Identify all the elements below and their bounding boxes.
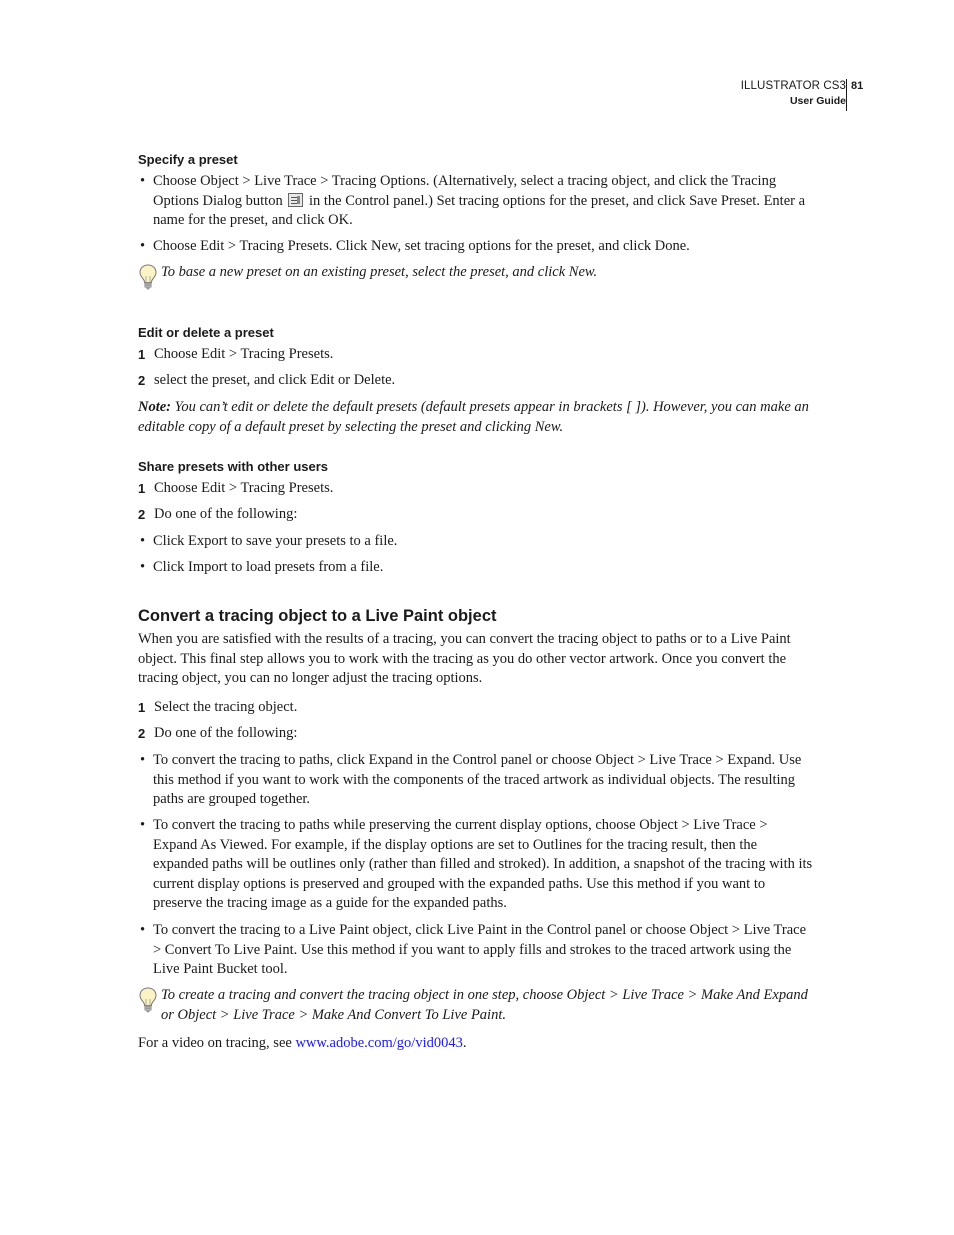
video-prefix: For a video on tracing, see [138,1035,292,1051]
bullet-text: Click Import to load presets from a file. [153,559,384,575]
bullet-text: To convert the tracing to paths while preserving the current display options, choose Object > Live Trace > Expand As Viewed. For example, if the display options are set to Outlines for the tracing result, then the expanded paths will be outlines only (rather than filled and stroked). In addition, a snapshot of the tracing with its current display options is preserved and grouped with the expanded paths. Use this method if you want to preserve the tracing image as a guide for the expanded paths. [153,817,813,912]
bullet-text: To convert the tracing to a Live Paint object, click Live Paint in the Control panel or choose Object > Live Trace > Convert To Live Paint. Use this method if you want to apply fills and strokes to the traced artwork using the Live Paint Bucket tool. [153,922,807,978]
bullet-dot: • [140,752,146,768]
heading-share-presets: Share presets with other users [138,459,329,474]
step-text: Do one of the following: [154,506,298,522]
step-text: Choose Edit > Tracing Presets. [154,480,334,496]
tip-text: To base a new preset on an existing preset, select the preset, and click New. [161,264,598,280]
bullet-dot: • [140,238,146,254]
page-number: 81 [851,80,864,92]
bullet-text: Choose Edit > Tracing Presets. Click New, set tracing options for the preset, and click Done. [153,238,690,254]
note-text: You can’t edit or delete the default presets (default presets appear in brackets [ ]). However, you can make an editable copy of a default preset by selecting the preset and clicking New. [138,399,809,435]
running-header [741,79,846,109]
video-paragraph [138,1034,814,1054]
bullet-dot: • [140,559,146,575]
product-name: ILLUSTRATOR CS3 [740,80,846,92]
video-suffix: . [462,1035,467,1051]
bullet-text-part2: in the Control panel.) Set tracing options for the preset, and click Save Preset. Enter a name for the preset, and click OK. [153,192,806,229]
bullet-text [153,172,814,231]
step-number: 1 [138,700,146,715]
tip-text: To create a tracing and convert the tracing object in one step, choose Object > Live Trace > Make And Expand or Object > Live Trace > Make And Convert To Live Paint. [161,987,808,1023]
header-divider [846,79,847,111]
note-label: Note: [138,399,172,415]
step-text: Select the tracing object. [154,699,298,715]
lightbulb-icon [138,263,158,291]
lightbulb-icon [138,986,158,1014]
step-text: Do one of the following: [154,725,298,741]
bullet-text-part1: Choose Object > Live Trace > Tracing Options. (Alternatively, select a tracing object, and click the Tracing Options Dialog button [153,173,777,209]
tracing-options-dialog-icon [288,193,303,207]
step-number: 2 [138,726,146,741]
step-number: 1 [138,347,146,362]
guide-name: User Guide [789,95,846,107]
bullet-dot: • [140,922,146,938]
step-number: 2 [138,373,146,388]
step-text: select the preset, and click Edit or Delete. [154,372,396,388]
step-number: 2 [138,507,146,522]
heading-edit-delete-preset: Edit or delete a preset [138,325,274,340]
bullet-dot: • [140,173,146,189]
bullet-text: Click Export to save your presets to a file. [153,533,398,549]
intro-paragraph: When you are satisfied with the results of a tracing, you can convert the tracing object to paths or to a Live Paint object. This final step allows you to work with the tracing as you do other vector artwork. Once you convert the tracing object, you can no longer adjust the tracing options. [138,631,791,687]
video-link[interactable]: www.adobe.com/go/vid0043 [295,1035,463,1051]
note [138,398,814,437]
step-text: Choose Edit > Tracing Presets. [154,346,334,362]
bullet-dot: • [140,533,146,549]
bullet-dot: • [140,817,146,833]
step-number: 1 [138,481,146,496]
heading-convert-live-paint: Convert a tracing object to a Live Paint object [138,607,497,625]
heading-specify-preset: Specify a preset [138,152,238,167]
bullet-text: To convert the tracing to paths, click Expand in the Control panel or choose Object > Live Trace > Expand. Use this method if you want to work with the components of the traced artwork as individual objects. The resulting paths are grouped together. [153,752,802,808]
